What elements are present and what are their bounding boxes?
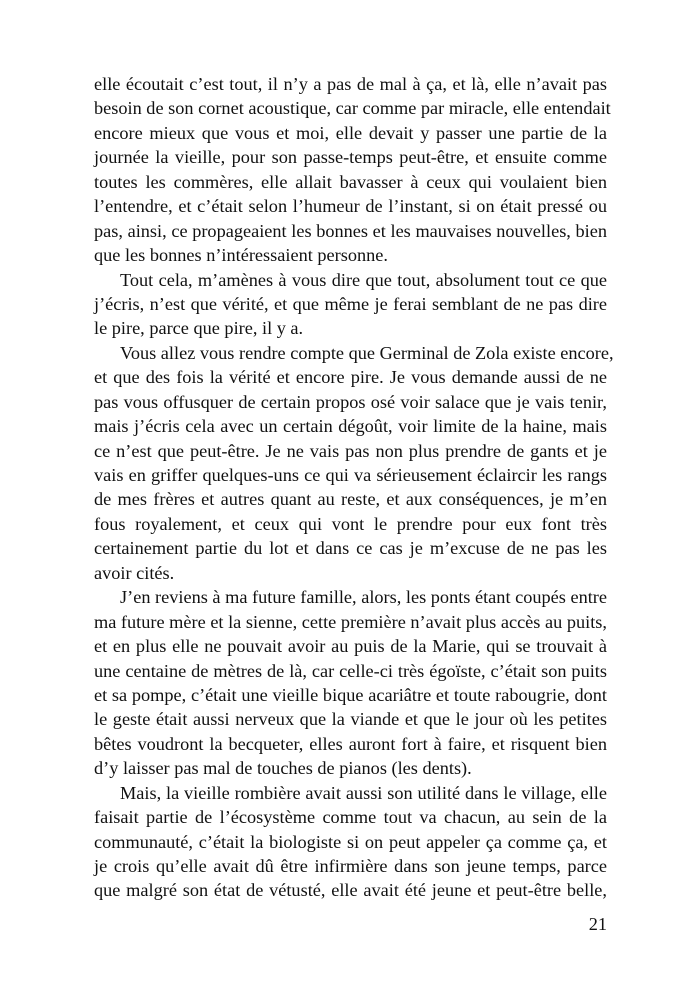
text-line: avoir cités.: [94, 562, 175, 583]
text-line: que les bonnes n’intéressaient personne.: [94, 245, 388, 266]
text-line: et sa pompe, c’était une vieille bique acariâtre et toute rabougrie, dont: [94, 684, 607, 705]
text-line: Tout cela, m’amènes à vous dire que tout, absolument tout ce que: [120, 269, 607, 290]
text-line: et en plus elle ne pouvait avoir au puis de la Marie, qui se trouvait à: [94, 636, 607, 657]
text-line: J’en reviens à ma future famille, alors, les ponts étant coupés entre: [120, 587, 607, 608]
text-line: je crois qu’elle avait dû être infirmière dans son jeune temps, parce: [94, 856, 607, 876]
text-line: Mais, la vieille rombière avait aussi son utilité dans le village, elle: [120, 782, 607, 803]
text-line: d’y laisser pas mal de touches de pianos (les dents).: [94, 758, 472, 779]
text-line: encore mieux que vous et moi, elle devait y passer une partie de la: [94, 122, 607, 143]
text-line: toutes les commères, elle allait bavasser à ceux qui voulaient bien: [94, 171, 607, 192]
text-line: ce n’est que peut-être. Je ne vais pas non plus prendre de gants et je: [94, 440, 607, 461]
paragraph: [94, 268, 607, 341]
page-body: [94, 72, 614, 903]
text-line: Vous allez vous rendre compte que Germinal de Zola existe encore,: [120, 342, 614, 363]
text-line: faisait partie de l’écosystème comme tout va chacun, au sein de la: [94, 807, 607, 828]
paragraph: [94, 72, 611, 268]
text-line: une centaine de mètres de là, car celle-ci très égoïste, c’était son puits: [94, 660, 607, 681]
text-line: besoin de son cornet acoustique, car comme par miracle, elle entendait: [94, 98, 611, 119]
text-line: vais en griffer quelques-uns ce qui va sérieusement éclaircir les rangs: [94, 465, 607, 485]
text-line: l’entendre, et c’était selon l’humeur de l’instant, si on était pressé ou: [94, 196, 607, 217]
paragraph: [94, 341, 614, 585]
text-line: et que des fois la vérité et encore pire. Je vous demande aussi de ne: [94, 367, 607, 388]
text-line: pas vous offusquer de certain propos osé voir salace que je vais tenir,: [94, 391, 607, 412]
text-line: bêtes voudront la becqueter, elles auront fort à faire, et risquent bien: [94, 733, 607, 754]
text-line: que malgré son état de vétusté, elle avait été jeune et peut-être belle,: [94, 880, 607, 901]
text-line: journée la vieille, pour son passe-temps peut-être, et ensuite comme: [94, 147, 607, 168]
text-line: elle écoutait c’est tout, il n’y a pas de mal à ça, et là, elle n’avait pas: [94, 74, 607, 94]
text-line: j’écris, n’est que vérité, et que même je ferai semblant de ne pas dire: [94, 293, 607, 314]
text-line: communauté, c’était la biologiste si on peut appeler ça comme ça, et: [94, 831, 607, 852]
paragraph: [94, 781, 607, 903]
text-line: le geste était aussi nerveux que la viande et que le jour où les petites: [94, 709, 607, 730]
text-line: fous royalement, et ceux qui vont le prendre pour eux font très: [94, 513, 607, 534]
text-line: le pire, parce que pire, il y a.: [94, 318, 304, 339]
text-line: ma future mère et la sienne, cette première n’avait plus accès au puits,: [94, 611, 607, 632]
text-line: pas, ainsi, ce propageaient les bonnes et les mauvaises nouvelles, bien: [94, 220, 607, 241]
text-line: certainement partie du lot et dans ce cas je m’excuse de ne pas les: [94, 538, 607, 559]
page-number: 21: [588, 914, 607, 934]
text-line: de mes frères et autres quant au reste, et aux conséquences, je m’en: [94, 489, 607, 510]
paragraph: [94, 585, 607, 781]
text-line: mais j’écris cela avec un certain dégoût, voir limite de la haine, mais: [94, 416, 607, 437]
